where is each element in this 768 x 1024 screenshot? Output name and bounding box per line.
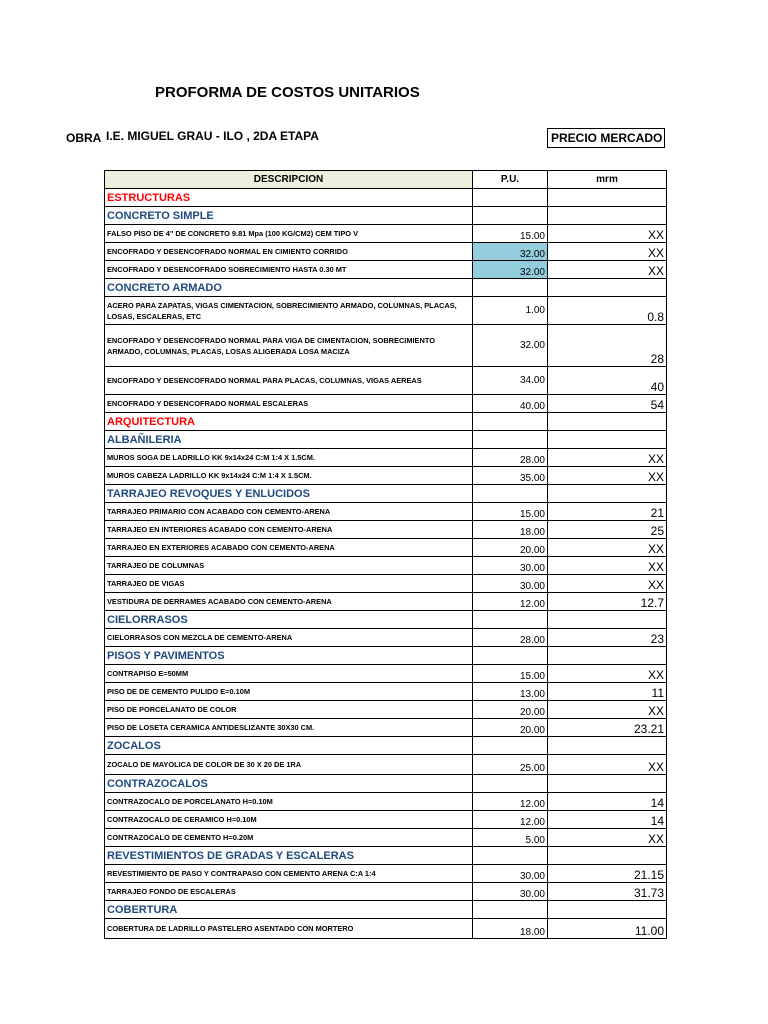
item-mrm: 23 <box>548 629 667 647</box>
empty-cell <box>473 279 548 297</box>
empty-cell <box>548 611 667 629</box>
item-description: TARRAJEO EN EXTERIORES ACABADO CON CEMENTO-ARENA <box>105 539 473 557</box>
section-row <box>105 485 667 503</box>
empty-cell <box>473 737 548 755</box>
empty-cell <box>473 413 548 431</box>
item-mrm: XX <box>548 665 667 683</box>
table-row <box>105 593 667 611</box>
item-pu: 18.00 <box>473 919 548 939</box>
item-pu: 30.00 <box>473 865 548 883</box>
section-label: REVESTIMIENTOS DE GRADAS Y ESCALERAS <box>105 847 473 865</box>
table-row <box>105 883 667 901</box>
table-row <box>105 539 667 557</box>
item-description: CONTRAPISO E=50MM <box>105 665 473 683</box>
empty-cell <box>548 279 667 297</box>
item-description: CONTRAZOCALO DE PORCELANATO H=0.10M <box>105 793 473 811</box>
table-row <box>105 575 667 593</box>
section-row <box>105 431 667 449</box>
table-row <box>105 467 667 485</box>
item-pu: 1.00 <box>473 297 548 325</box>
item-mrm: XX <box>548 467 667 485</box>
table-row <box>105 865 667 883</box>
section-row <box>105 847 667 865</box>
section-label: ARQUITECTURA <box>105 413 473 431</box>
page-title: PROFORMA DE COSTOS UNITARIOS <box>155 84 420 101</box>
table-row <box>105 829 667 847</box>
table-row <box>105 793 667 811</box>
item-pu: 15.00 <box>473 665 548 683</box>
precio-mercado-box: PRECIO MERCADO <box>547 128 665 148</box>
section-label: ALBAÑILERIA <box>105 431 473 449</box>
item-mrm: XX <box>548 449 667 467</box>
item-description: TARRAJEO PRIMARIO CON ACABADO CON CEMENTO-ARENA <box>105 503 473 521</box>
table-row <box>105 367 667 395</box>
table-row <box>105 811 667 829</box>
item-pu: 30.00 <box>473 575 548 593</box>
item-pu: 5.00 <box>473 829 548 847</box>
obra-name: I.E. MIGUEL GRAU - ILO , 2DA ETAPA <box>106 129 319 143</box>
item-description: ENCOFRADO Y DESENCOFRADO NORMAL PARA VIGA DE CIMENTACION, SOBRECIMIENTO ARMADO, COLUMNAS, PLACAS, LOSAS ALIGERADA LOSA MACIZA <box>105 325 473 367</box>
item-mrm: 12.7 <box>548 593 667 611</box>
table-row <box>105 665 667 683</box>
section-row <box>105 189 667 207</box>
item-mrm: 21.15 <box>548 865 667 883</box>
obra-label: OBRA <box>66 131 102 145</box>
item-mrm: 31.73 <box>548 883 667 901</box>
section-label: ESTRUCTURAS <box>105 189 473 207</box>
item-mrm: XX <box>548 575 667 593</box>
table-row <box>105 557 667 575</box>
item-pu: 32.00 <box>473 325 548 367</box>
table-row <box>105 683 667 701</box>
item-mrm: 14 <box>548 811 667 829</box>
item-mrm: 0.8 <box>548 297 667 325</box>
section-row <box>105 207 667 225</box>
table-row <box>105 297 667 325</box>
empty-cell <box>473 647 548 665</box>
item-pu: 15.00 <box>473 225 548 243</box>
header-pu: P.U. <box>473 171 548 189</box>
table-row <box>105 755 667 775</box>
table-body <box>105 189 667 939</box>
section-label: CONCRETO ARMADO <box>105 279 473 297</box>
section-label: COBERTURA <box>105 901 473 919</box>
item-mrm: XX <box>548 755 667 775</box>
item-pu: 32.00 <box>473 261 548 279</box>
section-row <box>105 901 667 919</box>
section-label: ZOCALOS <box>105 737 473 755</box>
table-row <box>105 629 667 647</box>
item-pu: 18.00 <box>473 521 548 539</box>
item-description: TARRAJEO FONDO DE ESCALERAS <box>105 883 473 901</box>
header-mrm: mrm <box>548 171 667 189</box>
item-description: MUROS CABEZA LADRILLO KK 9x14x24 C:M 1:4 X 1.5CM. <box>105 467 473 485</box>
table-row <box>105 395 667 413</box>
empty-cell <box>548 485 667 503</box>
empty-cell <box>548 413 667 431</box>
section-row <box>105 737 667 755</box>
section-label: CONTRAZOCALOS <box>105 775 473 793</box>
item-pu: 13.00 <box>473 683 548 701</box>
item-description: TARRAJEO DE COLUMNAS <box>105 557 473 575</box>
section-row <box>105 279 667 297</box>
item-description: TARRAJEO DE VIGAS <box>105 575 473 593</box>
item-mrm: XX <box>548 261 667 279</box>
item-description: ACERO PARA ZAPATAS, VIGAS CIMENTACION, SOBRECIMIENTO ARMADO, COLUMNAS, PLACAS, LOSAS, ESCALERAS, ETC <box>105 297 473 325</box>
item-mrm: 25 <box>548 521 667 539</box>
item-description: ENCOFRADO Y DESENCOFRADO NORMAL EN CIMIENTO CORRIDO <box>105 243 473 261</box>
item-description: COBERTURA DE LADRILLO PASTELERO ASENTADO CON MORTERO <box>105 919 473 939</box>
item-pu: 20.00 <box>473 719 548 737</box>
item-pu: 28.00 <box>473 629 548 647</box>
empty-cell <box>473 207 548 225</box>
item-description: ENCOFRADO Y DESENCOFRADO NORMAL ESCALERAS <box>105 395 473 413</box>
item-description: PISO DE PORCELANATO DE COLOR <box>105 701 473 719</box>
empty-cell <box>473 189 548 207</box>
item-description: ENCOFRADO Y DESENCOFRADO SOBRECIMIENTO HASTA 0.30 MT <box>105 261 473 279</box>
item-mrm: 28 <box>548 325 667 367</box>
section-row <box>105 413 667 431</box>
empty-cell <box>548 901 667 919</box>
item-mrm: 40 <box>548 367 667 395</box>
item-pu: 12.00 <box>473 793 548 811</box>
empty-cell <box>548 737 667 755</box>
table-row <box>105 243 667 261</box>
empty-cell <box>548 207 667 225</box>
item-pu: 20.00 <box>473 539 548 557</box>
table-row <box>105 719 667 737</box>
item-pu: 40.00 <box>473 395 548 413</box>
item-pu: 32.00 <box>473 243 548 261</box>
item-description: REVESTIMIENTO DE PASO Y CONTRAPASO CON CEMENTO ARENA C:A 1:4 <box>105 865 473 883</box>
table-row <box>105 261 667 279</box>
table-row <box>105 521 667 539</box>
item-description: TARRAJEO EN INTERIORES ACABADO CON CEMENTO-ARENA <box>105 521 473 539</box>
empty-cell <box>473 847 548 865</box>
item-mrm: XX <box>548 225 667 243</box>
item-mrm: XX <box>548 243 667 261</box>
section-row <box>105 775 667 793</box>
section-label: CONCRETO SIMPLE <box>105 207 473 225</box>
item-mrm: XX <box>548 557 667 575</box>
header-descripcion: DESCRIPCION <box>105 171 473 189</box>
item-mrm: XX <box>548 539 667 557</box>
item-pu: 28.00 <box>473 449 548 467</box>
section-row <box>105 647 667 665</box>
costs-table <box>104 170 667 939</box>
item-description: PISO DE LOSETA CERAMICA ANTIDESLIZANTE 30X30 CM. <box>105 719 473 737</box>
item-pu: 30.00 <box>473 883 548 901</box>
empty-cell <box>548 431 667 449</box>
empty-cell <box>473 901 548 919</box>
item-description: FALSO PISO DE 4" DE CONCRETO 9.81 Mpa (100 KG/CM2) CEM TIPO V <box>105 225 473 243</box>
item-description: ZOCALO DE MAYOLICA DE COLOR DE 30 X 20 DE 1RA <box>105 755 473 775</box>
section-label: CIELORRASOS <box>105 611 473 629</box>
item-description: PISO DE DE CEMENTO PULIDO E=0.10M <box>105 683 473 701</box>
table-row <box>105 225 667 243</box>
item-description: MUROS SOGA DE LADRILLO KK 9x14x24 C:M 1:4 X 1.5CM. <box>105 449 473 467</box>
item-mrm: 11.00 <box>548 919 667 939</box>
item-pu: 20.00 <box>473 701 548 719</box>
empty-cell <box>548 647 667 665</box>
item-pu: 30.00 <box>473 557 548 575</box>
table-row <box>105 503 667 521</box>
item-description: ENCOFRADO Y DESENCOFRADO NORMAL PARA PLACAS, COLUMNAS, VIGAS AEREAS <box>105 367 473 395</box>
empty-cell <box>473 775 548 793</box>
header-row <box>105 171 667 189</box>
table-row <box>105 325 667 367</box>
item-pu: 12.00 <box>473 593 548 611</box>
item-mrm: 14 <box>548 793 667 811</box>
item-pu: 35.00 <box>473 467 548 485</box>
table-row <box>105 701 667 719</box>
empty-cell <box>473 431 548 449</box>
item-pu: 34.00 <box>473 367 548 395</box>
section-label: PISOS Y PAVIMENTOS <box>105 647 473 665</box>
item-pu: 15.00 <box>473 503 548 521</box>
item-mrm: 54 <box>548 395 667 413</box>
item-pu: 12.00 <box>473 811 548 829</box>
empty-cell <box>473 485 548 503</box>
table-row <box>105 919 667 939</box>
section-label: TARRAJEO REVOQUES Y ENLUCIDOS <box>105 485 473 503</box>
item-mrm: 21 <box>548 503 667 521</box>
item-mrm: XX <box>548 829 667 847</box>
empty-cell <box>548 847 667 865</box>
table-row <box>105 449 667 467</box>
item-description: CONTRAZOCALO DE CEMENTO H=0.20M <box>105 829 473 847</box>
item-description: CONTRAZOCALO DE CERAMICO H=0.10M <box>105 811 473 829</box>
item-mrm: XX <box>548 701 667 719</box>
empty-cell <box>473 611 548 629</box>
empty-cell <box>548 189 667 207</box>
item-pu: 25.00 <box>473 755 548 775</box>
section-row <box>105 611 667 629</box>
item-description: CIELORRASOS CON MEZCLA DE CEMENTO-ARENA <box>105 629 473 647</box>
item-description: VESTIDURA DE DERRAMES ACABADO CON CEMENTO-ARENA <box>105 593 473 611</box>
item-mrm: 11 <box>548 683 667 701</box>
item-mrm: 23.21 <box>548 719 667 737</box>
empty-cell <box>548 775 667 793</box>
